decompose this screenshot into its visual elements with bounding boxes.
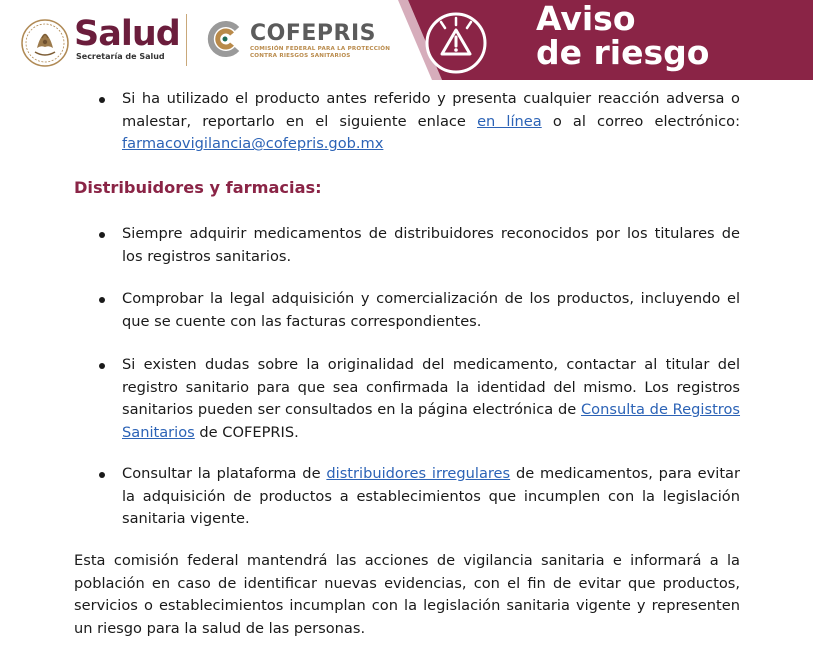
page-header [0, 0, 813, 80]
banner-title-line2: de riesgo [536, 33, 710, 72]
b4-text-after-link: de medicamentos, para evitar la adquisición de productos a establecimientos que incumplen con la legislación sanitaria vigente. [122, 465, 740, 528]
b3-text-after-link: de COFEPRIS. [194, 423, 299, 441]
intro-bullet [122, 88, 740, 156]
pharmacovigilance-email-link[interactable]: farmacovigilancia@cofepris.gob.mx [122, 135, 384, 153]
cofepris-subtitle-line2: CONTRA RIESGOS SANITARIOS [250, 53, 351, 59]
bullet-dot [99, 97, 105, 103]
bullet-legal-acquisition: Comprobar la legal adquisición y comercialización de los productos, incluyendo el que se cuente con las facturas correspondientes. [122, 290, 740, 330]
banner-title-line1: Aviso [536, 0, 636, 38]
b4-text-before-link: Consultar la plataforma de [122, 465, 327, 482]
section-title: Distribuidores y farmacias: [74, 178, 322, 197]
salud-wordmark: Salud [74, 14, 180, 54]
cofepris-wordmark: COFEPRIS [250, 21, 376, 46]
bullet-originality-doubts [122, 354, 740, 444]
report-online-link[interactable]: en línea [477, 112, 542, 130]
salud-brand [74, 14, 180, 61]
mexico-seal-icon [20, 18, 70, 68]
registros-sanitarios-link[interactable]: Consulta de Registros Sanitarios [122, 401, 741, 441]
bullet-dot [99, 363, 105, 369]
warning-icon [421, 6, 491, 76]
brand-divider [186, 14, 187, 66]
bullet-irregular-distributors [122, 463, 740, 531]
cofepris-logo-icon [206, 20, 244, 58]
banner-title [536, 2, 709, 70]
intro-text-after-link: o al correo electrónico: [541, 112, 741, 130]
bullet-dot [99, 472, 105, 478]
irregular-distributors-link[interactable]: distribuidores irregulares [326, 465, 511, 482]
salud-subtitle: Secretaría de Salud [76, 52, 165, 61]
bullet-authorized-distributors: Siempre adquirir medicamentos de distribuidores reconocidos por los titulares de los registros sanitarios. [122, 225, 740, 265]
bullet-dot [99, 232, 105, 238]
bullet-dot [99, 297, 105, 303]
b3-text-before-link: Si existen dudas sobre la originalidad del medicamento, contactar al titular del registro sanitario para que sea confirmada la identidad del mismo. Los registros sanitarios pueden ser consultados en la página electrónica de [122, 356, 740, 419]
intro-text-before-link: Si ha utilizado el producto antes referido y presenta cualquier reacción adversa o malestar, reportarlo en el siguiente enlace [122, 90, 740, 130]
closing-paragraph: Esta comisión federal mantendrá las acciones de vigilancia sanitaria e informará a la población en caso de identificar nuevas evidencias, con el fin de evitar que productos, servicios o establecimientos incumplan con la legislación sanitaria vigente y representen un riesgo para la salud de las personas. [74, 552, 740, 637]
cofepris-subtitle-line1: COMISIÓN FEDERAL PARA LA PROTECCIÓN [250, 46, 391, 52]
